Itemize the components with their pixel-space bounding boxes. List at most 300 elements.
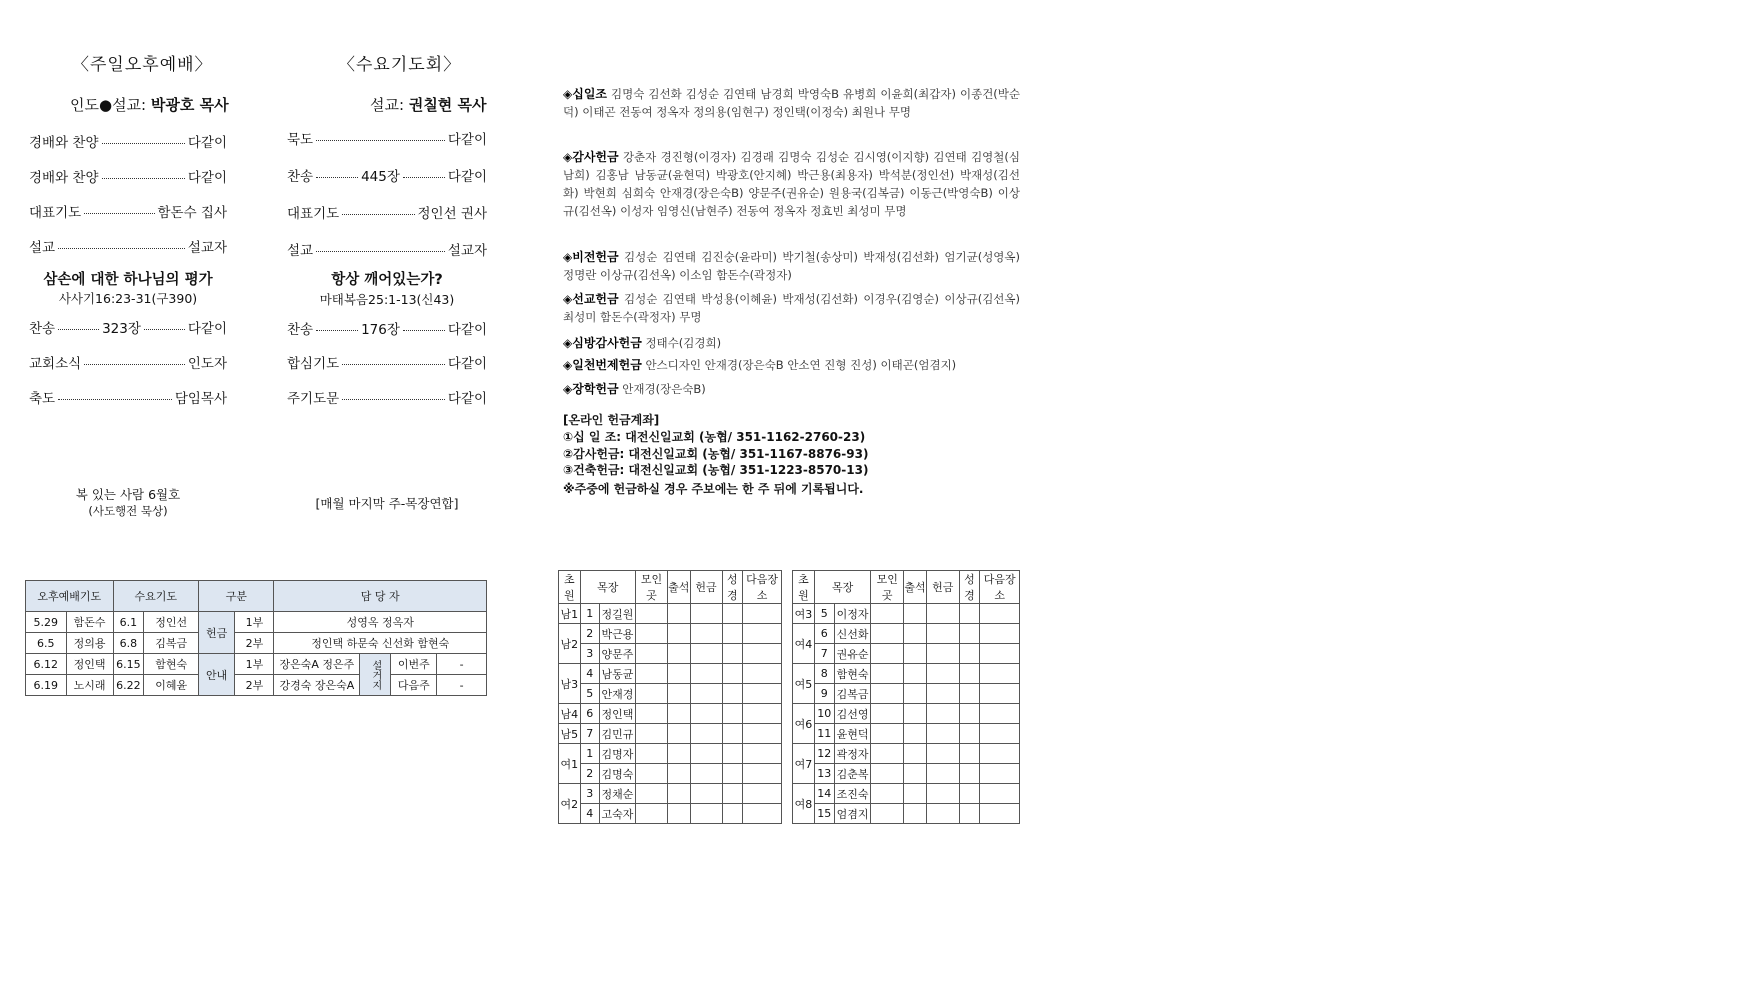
- order-label: 설교: [287, 243, 314, 259]
- wednesday-order-item: [287, 165, 487, 185]
- group-cell: 남2: [559, 624, 581, 664]
- attendance-header: 성경: [959, 571, 980, 604]
- attendance-entry-cell[interactable]: [926, 684, 959, 704]
- attendance-entry-cell[interactable]: [635, 744, 667, 764]
- attendance-entry-cell[interactable]: [743, 804, 782, 824]
- attendance-entry-cell[interactable]: [690, 684, 722, 704]
- attendance-entry-cell[interactable]: [926, 664, 959, 684]
- attendance-row: [559, 804, 782, 824]
- leader-dots: [342, 214, 414, 215]
- wednesday-order-item: [287, 318, 487, 338]
- attendance-entry-cell[interactable]: [904, 804, 927, 824]
- attendance-entry-cell[interactable]: [722, 604, 743, 624]
- attendance-entry-cell[interactable]: [980, 644, 1020, 664]
- attendance-header: 목장: [814, 571, 871, 604]
- cell-number: 6: [580, 704, 599, 724]
- attendance-entry-cell[interactable]: [904, 744, 927, 764]
- attendance-entry-cell[interactable]: [926, 724, 959, 744]
- category-guide: 안내: [199, 654, 235, 696]
- sunday-preacher-label: 인도●설교:: [70, 96, 147, 114]
- order-label: 합심기도: [287, 356, 340, 372]
- attendance-entry-cell[interactable]: [635, 704, 667, 724]
- attendance-row: [793, 784, 1020, 804]
- sunday-preacher-name: 박광호 목사: [150, 96, 229, 114]
- attendance-entry-cell[interactable]: [871, 604, 904, 624]
- attendance-row: [793, 724, 1020, 744]
- order-value: 다같이: [447, 322, 487, 338]
- attendance-table-left: [558, 570, 782, 824]
- attendance-entry-cell[interactable]: [668, 644, 691, 664]
- duty-date: 6.12: [26, 654, 67, 675]
- cell-number: 7: [814, 644, 834, 664]
- wednesday-preacher-name: 권칠현 목사: [408, 96, 487, 114]
- sunday-order-item: [29, 166, 227, 186]
- offering-mission: [563, 290, 1020, 326]
- leader-dots: [342, 399, 445, 400]
- cell-number: 5: [814, 604, 834, 624]
- order-hymn: 176장: [361, 322, 400, 338]
- attendance-table-right: [792, 570, 1020, 824]
- cell-leader: 엄겸지: [834, 804, 871, 824]
- attendance-row: [793, 664, 1020, 684]
- attendance-entry-cell[interactable]: [722, 664, 743, 684]
- duty-name: 이혜윤: [144, 675, 199, 696]
- duty-name: 정인택: [66, 654, 113, 675]
- guide-team-2: 강경숙 장은숙A: [274, 675, 360, 696]
- order-value: 함돈수 집사: [157, 205, 227, 221]
- cell-number: 1: [580, 744, 599, 764]
- order-value: 담임목사: [174, 391, 227, 407]
- attendance-row: [793, 804, 1020, 824]
- cell-leader: 이정자: [834, 604, 871, 624]
- duty-name: 함돈수: [66, 612, 113, 633]
- leader-dots: [403, 177, 445, 178]
- cell-number: 9: [814, 684, 834, 704]
- account-notice: ※주중에 헌금하실 경우 주보에는 한 주 뒤에 기록됩니다.: [563, 482, 864, 496]
- attendance-entry-cell[interactable]: [959, 784, 980, 804]
- attendance-entry-cell[interactable]: [722, 644, 743, 664]
- attendance-row: [559, 664, 782, 684]
- offering-team-2: 정인택 하문숙 신선화 함현숙: [274, 633, 487, 654]
- duty-date: 6.1: [113, 612, 144, 633]
- cell-number: 14: [814, 784, 834, 804]
- attendance-header: 헌금: [690, 571, 722, 604]
- attendance-entry-cell[interactable]: [926, 764, 959, 784]
- attendance-entry-cell[interactable]: [690, 664, 722, 684]
- attendance-row: [559, 624, 782, 644]
- attendance-entry-cell[interactable]: [959, 624, 980, 644]
- attendance-row: [793, 684, 1020, 704]
- attendance-entry-cell[interactable]: [959, 724, 980, 744]
- order-label: 대표기도: [287, 206, 340, 222]
- dishes-dash: -: [437, 675, 487, 696]
- attendance-entry-cell[interactable]: [743, 784, 782, 804]
- cell-number: 7: [580, 724, 599, 744]
- attendance-row: [793, 744, 1020, 764]
- attendance-entry-cell[interactable]: [743, 704, 782, 724]
- part-label: 2부: [235, 633, 274, 654]
- attendance-entry-cell[interactable]: [904, 624, 927, 644]
- attendance-entry-cell[interactable]: [690, 624, 722, 644]
- group-cell: 남3: [559, 664, 581, 704]
- attendance-entry-cell[interactable]: [871, 624, 904, 644]
- offering-team-1: 성영옥 정옥자: [274, 612, 487, 633]
- attendance-entry-cell[interactable]: [904, 704, 927, 724]
- attendance-entry-cell[interactable]: [959, 604, 980, 624]
- attendance-entry-cell[interactable]: [635, 804, 667, 824]
- attendance-entry-cell[interactable]: [690, 724, 722, 744]
- attendance-entry-cell[interactable]: [668, 764, 691, 784]
- wednesday-sermon-ref: 마태복음25:1-13(신43): [319, 292, 455, 307]
- wednesday-order-item: [287, 202, 487, 222]
- order-value: 다같이: [447, 132, 487, 148]
- cell-number: 5: [580, 684, 599, 704]
- attendance-entry-cell[interactable]: [722, 744, 743, 764]
- attendance-row: [559, 764, 782, 784]
- attendance-entry-cell[interactable]: [980, 744, 1020, 764]
- sunday-order-item: [29, 352, 227, 372]
- leader-dots: [58, 248, 185, 249]
- attendance-header: 목장: [580, 571, 635, 604]
- offering-names: 김성순 김연태 박성용(이혜윤) 박재성(김선화) 이경우(김영순) 이상규(김선옥) 최성미 함돈수(곽정자) 무명: [563, 292, 1021, 324]
- order-value: 다같이: [447, 356, 487, 372]
- group-cell: 여7: [793, 744, 815, 784]
- attendance-entry-cell[interactable]: [980, 724, 1020, 744]
- attendance-header: 다음장소: [980, 571, 1020, 604]
- dishes-dash: -: [437, 654, 487, 675]
- attendance-entry-cell[interactable]: [690, 784, 722, 804]
- group-cell: 남4: [559, 704, 581, 724]
- cell-number: 3: [580, 644, 599, 664]
- sunday-order-item: [29, 236, 227, 256]
- duty-date: 6.5: [26, 633, 67, 654]
- attendance-entry-cell[interactable]: [635, 664, 667, 684]
- attendance-entry-cell[interactable]: [635, 624, 667, 644]
- attendance-entry-cell[interactable]: [722, 764, 743, 784]
- order-label: 대표기도: [29, 205, 82, 221]
- duty-name: 함현숙: [144, 654, 199, 675]
- attendance-entry-cell[interactable]: [668, 604, 691, 624]
- attendance-entry-cell[interactable]: [690, 744, 722, 764]
- duty-name: 김복금: [144, 633, 199, 654]
- attendance-entry-cell[interactable]: [980, 704, 1020, 724]
- attendance-entry-cell[interactable]: [690, 644, 722, 664]
- attendance-entry-cell[interactable]: [871, 664, 904, 684]
- account-line: ②감사헌금: 대전신일교회 (농협/ 351-1167-8876-93): [563, 447, 869, 461]
- attendance-entry-cell[interactable]: [959, 744, 980, 764]
- attendance-entry-cell[interactable]: [904, 604, 927, 624]
- attendance-entry-cell[interactable]: [635, 724, 667, 744]
- attendance-entry-cell[interactable]: [926, 744, 959, 764]
- attendance-entry-cell[interactable]: [980, 604, 1020, 624]
- attendance-header: 출석: [904, 571, 927, 604]
- attendance-entry-cell[interactable]: [722, 624, 743, 644]
- leader-dots: [403, 330, 445, 331]
- attendance-entry-cell[interactable]: [743, 684, 782, 704]
- attendance-row: [559, 604, 782, 624]
- cell-leader: 양문주: [600, 644, 636, 664]
- attendance-entry-cell[interactable]: [959, 764, 980, 784]
- attendance-entry-cell[interactable]: [871, 724, 904, 744]
- cell-leader: 함현숙: [834, 664, 871, 684]
- order-label: 주기도문: [287, 391, 340, 407]
- attendance-entry-cell[interactable]: [904, 644, 927, 664]
- order-label: 경배와 찬양: [29, 135, 99, 151]
- duty-date: 6.19: [26, 675, 67, 696]
- attendance-row: [793, 624, 1020, 644]
- cell-leader: 정길원: [600, 604, 636, 624]
- attendance-row: [793, 704, 1020, 724]
- group-cell: 여8: [793, 784, 815, 824]
- dishes-next-week: 다음주: [391, 675, 437, 696]
- attendance-entry-cell[interactable]: [722, 804, 743, 824]
- attendance-entry-cell[interactable]: [871, 704, 904, 724]
- attendance-entry-cell[interactable]: [668, 704, 691, 724]
- order-value: 설교자: [187, 240, 227, 256]
- order-label: 설교: [29, 240, 56, 256]
- group-cell: 남5: [559, 724, 581, 744]
- dishes-label: 설거지: [360, 654, 391, 696]
- cell-leader: 김선영: [834, 704, 871, 724]
- attendance-header: 초원: [559, 571, 581, 604]
- attendance-entry-cell[interactable]: [743, 644, 782, 664]
- group-cell: 여4: [793, 624, 815, 664]
- attendance-row: [559, 784, 782, 804]
- attendance-entry-cell[interactable]: [959, 664, 980, 684]
- leader-dots: [316, 140, 445, 141]
- attendance-entry-cell[interactable]: [926, 704, 959, 724]
- sunday-order-item: [29, 317, 227, 337]
- offering-label: ◈장학헌금: [563, 382, 619, 396]
- attendance-entry-cell[interactable]: [926, 804, 959, 824]
- attendance-entry-cell[interactable]: [668, 724, 691, 744]
- attendance-entry-cell[interactable]: [722, 784, 743, 804]
- attendance-entry-cell[interactable]: [871, 764, 904, 784]
- order-value: 다같이: [447, 169, 487, 185]
- cell-leader: 고숙자: [600, 804, 636, 824]
- offering-label: ◈비전헌금: [563, 250, 619, 264]
- group-cell: 여5: [793, 664, 815, 704]
- cell-leader: 김복금: [834, 684, 871, 704]
- order-value: 다같이: [187, 135, 227, 151]
- group-cell: 여1: [559, 744, 581, 784]
- attendance-entry-cell[interactable]: [722, 724, 743, 744]
- leader-dots: [144, 329, 185, 330]
- part-label: 1부: [235, 654, 274, 675]
- attendance-entry-cell[interactable]: [690, 804, 722, 824]
- attendance-entry-cell[interactable]: [980, 764, 1020, 784]
- header-afternoon-prayer: 오후예배기도: [26, 581, 114, 612]
- attendance-entry-cell[interactable]: [743, 724, 782, 744]
- attendance-entry-cell[interactable]: [635, 644, 667, 664]
- header-wednesday-prayer: 수요기도: [113, 581, 199, 612]
- cell-leader: 김민규: [600, 724, 636, 744]
- attendance-entry-cell[interactable]: [668, 624, 691, 644]
- offering-thousand: [563, 356, 1020, 374]
- attendance-entry-cell[interactable]: [722, 704, 743, 724]
- attendance-row: [559, 704, 782, 724]
- leader-dots: [316, 177, 358, 178]
- order-value: 인도자: [187, 356, 227, 372]
- attendance-entry-cell[interactable]: [722, 684, 743, 704]
- order-label: 축도: [29, 391, 56, 407]
- attendance-entry-cell[interactable]: [980, 784, 1020, 804]
- cell-leader: 정채순: [600, 784, 636, 804]
- cell-leader: 정인택: [600, 704, 636, 724]
- attendance-entry-cell[interactable]: [690, 704, 722, 724]
- attendance-entry-cell[interactable]: [980, 684, 1020, 704]
- attendance-entry-cell[interactable]: [980, 664, 1020, 684]
- attendance-entry-cell[interactable]: [743, 764, 782, 784]
- attendance-header: 모인곳: [871, 571, 904, 604]
- duty-date: 5.29: [26, 612, 67, 633]
- leader-dots: [316, 251, 445, 252]
- sunday-note-line2: (사도행전 묵상): [88, 504, 168, 518]
- attendance-entry-cell[interactable]: [959, 704, 980, 724]
- attendance-row: [559, 724, 782, 744]
- order-label: 교회소식: [29, 356, 82, 372]
- attendance-entry-cell[interactable]: [904, 684, 927, 704]
- group-cell: 남1: [559, 604, 581, 624]
- guide-team-1: 장은숙A 정은주: [274, 654, 360, 675]
- attendance-entry-cell[interactable]: [635, 784, 667, 804]
- offering-label: ◈심방감사헌금: [563, 336, 642, 350]
- attendance-entry-cell[interactable]: [926, 604, 959, 624]
- category-offering: 헌금: [199, 612, 235, 654]
- cell-number: 15: [814, 804, 834, 824]
- sunday-order-item: [29, 131, 227, 151]
- attendance-entry-cell[interactable]: [959, 804, 980, 824]
- duty-name: 노시래: [66, 675, 113, 696]
- attendance-row: [793, 604, 1020, 624]
- duty-date: 6.15: [113, 654, 144, 675]
- group-cell: 여2: [559, 784, 581, 824]
- attendance-entry-cell[interactable]: [668, 664, 691, 684]
- cell-leader: 남동균: [600, 664, 636, 684]
- attendance-entry-cell[interactable]: [959, 644, 980, 664]
- group-cell: 여6: [793, 704, 815, 744]
- attendance-header: 헌금: [926, 571, 959, 604]
- order-value: 다같이: [187, 321, 227, 337]
- order-label: 찬송: [287, 169, 314, 185]
- attendance-entry-cell[interactable]: [635, 684, 667, 704]
- attendance-entry-cell[interactable]: [980, 624, 1020, 644]
- cell-number: 11: [814, 724, 834, 744]
- wednesday-order-item: [287, 239, 487, 259]
- attendance-entry-cell[interactable]: [904, 784, 927, 804]
- offering-tithe: [563, 85, 1020, 121]
- duty-name: 정의용: [66, 633, 113, 654]
- cell-leader: 윤현덕: [834, 724, 871, 744]
- attendance-entry-cell[interactable]: [926, 644, 959, 664]
- attendance-entry-cell[interactable]: [871, 784, 904, 804]
- offering-vision: [563, 248, 1020, 284]
- wednesday-order-item: [287, 387, 487, 407]
- sunday-preacher: [70, 94, 229, 115]
- attendance-entry-cell[interactable]: [904, 664, 927, 684]
- account-line: ①십 일 조: 대전신일교회 (농협/ 351-1162-2760-23): [563, 430, 866, 444]
- offering-visit: [563, 334, 1020, 352]
- cell-leader: 안재경: [600, 684, 636, 704]
- cell-number: 8: [814, 664, 834, 684]
- attendance-row: [559, 744, 782, 764]
- attendance-header: 모인곳: [635, 571, 667, 604]
- account-line: ③건축헌금: 대전신일교회 (농협/ 351-1223-8570-13): [563, 463, 869, 477]
- attendance-header: 출석: [668, 571, 691, 604]
- attendance-entry-cell[interactable]: [980, 804, 1020, 824]
- offering-label: ◈감사헌금: [563, 150, 619, 164]
- sunday-order-item: [29, 201, 227, 221]
- leader-dots: [342, 364, 445, 365]
- attendance-entry-cell[interactable]: [904, 724, 927, 744]
- offering-label: ◈선교헌금: [563, 292, 619, 306]
- attendance-entry-cell[interactable]: [959, 684, 980, 704]
- cell-number: 4: [580, 664, 599, 684]
- offering-scholarship: [563, 380, 1020, 398]
- attendance-entry-cell[interactable]: [668, 744, 691, 764]
- offering-names: 안스디자인 안재경(장은숙B 안소연 진형 진성) 이태곤(엄겸지): [645, 358, 957, 372]
- cell-number: 2: [580, 764, 599, 784]
- order-label: 경배와 찬양: [29, 170, 99, 186]
- attendance-entry-cell[interactable]: [668, 684, 691, 704]
- attendance-entry-cell[interactable]: [743, 744, 782, 764]
- attendance-entry-cell[interactable]: [668, 804, 691, 824]
- attendance-entry-cell[interactable]: [871, 744, 904, 764]
- cell-leader: 신선화: [834, 624, 871, 644]
- cell-number: 4: [580, 804, 599, 824]
- attendance-entry-cell[interactable]: [871, 644, 904, 664]
- offering-label: ◈일천번제헌금: [563, 358, 642, 372]
- attendance-entry-cell[interactable]: [743, 624, 782, 644]
- attendance-entry-cell[interactable]: [743, 664, 782, 684]
- offering-names: 강춘자 경진형(이경자) 김경래 김명숙 김성순 김시영(이지향) 김연태 김영철(심남희) 김홍남 남동균(윤현덕) 박광호(안지혜) 박근용(최용자) 박석분(정인선) 박재성(김선화) 박현희 심희숙 안재경(장은숙B) 양문주(권유순) 원용국(김복금) 이동근(박영숙B) 이상규(김선옥) 이성자 임영신(남현주) 전동여 정옥자 정효빈 최성미 무명: [563, 150, 1020, 218]
- cell-leader: 김명자: [600, 744, 636, 764]
- account-title: [온라인 헌금계좌]: [563, 413, 660, 427]
- wednesday-preacher-label: 설교:: [370, 96, 405, 114]
- duty-date: 6.8: [113, 633, 144, 654]
- attendance-entry-cell[interactable]: [871, 684, 904, 704]
- cell-number: 3: [580, 784, 599, 804]
- order-hymn: 445장: [361, 169, 400, 185]
- attendance-entry-cell[interactable]: [635, 604, 667, 624]
- attendance-entry-cell[interactable]: [635, 764, 667, 784]
- wednesday-sermon-title: 항상 깨어있는가?: [331, 272, 443, 288]
- attendance-entry-cell[interactable]: [904, 764, 927, 784]
- attendance-entry-cell[interactable]: [926, 784, 959, 804]
- dishes-this-week: 이번주: [391, 654, 437, 675]
- attendance-header: 성경: [722, 571, 743, 604]
- attendance-entry-cell[interactable]: [690, 604, 722, 624]
- attendance-entry-cell[interactable]: [871, 804, 904, 824]
- order-value: 설교자: [447, 243, 487, 259]
- cell-leader: 김명숙: [600, 764, 636, 784]
- attendance-entry-cell[interactable]: [743, 604, 782, 624]
- attendance-entry-cell[interactable]: [668, 784, 691, 804]
- order-value: 다같이: [447, 391, 487, 407]
- attendance-entry-cell[interactable]: [690, 764, 722, 784]
- cell-number: 2: [580, 624, 599, 644]
- offering-label: ◈십일조: [563, 87, 608, 101]
- attendance-row: [559, 684, 782, 704]
- attendance-header: 다음장소: [743, 571, 782, 604]
- leader-dots: [316, 330, 358, 331]
- offering-names: 안재경(장은숙B): [622, 382, 706, 396]
- attendance-entry-cell[interactable]: [926, 624, 959, 644]
- cell-number: 13: [814, 764, 834, 784]
- group-cell: 여3: [793, 604, 815, 624]
- cell-leader: 박근용: [600, 624, 636, 644]
- offering-names: 김성순 김연태 김진숭(윤라미) 박기철(송상미) 박재성(김선화) 엄기균(성영옥) 정명란 이상규(김선옥) 이소임 함돈수(곽정자): [563, 250, 1021, 282]
